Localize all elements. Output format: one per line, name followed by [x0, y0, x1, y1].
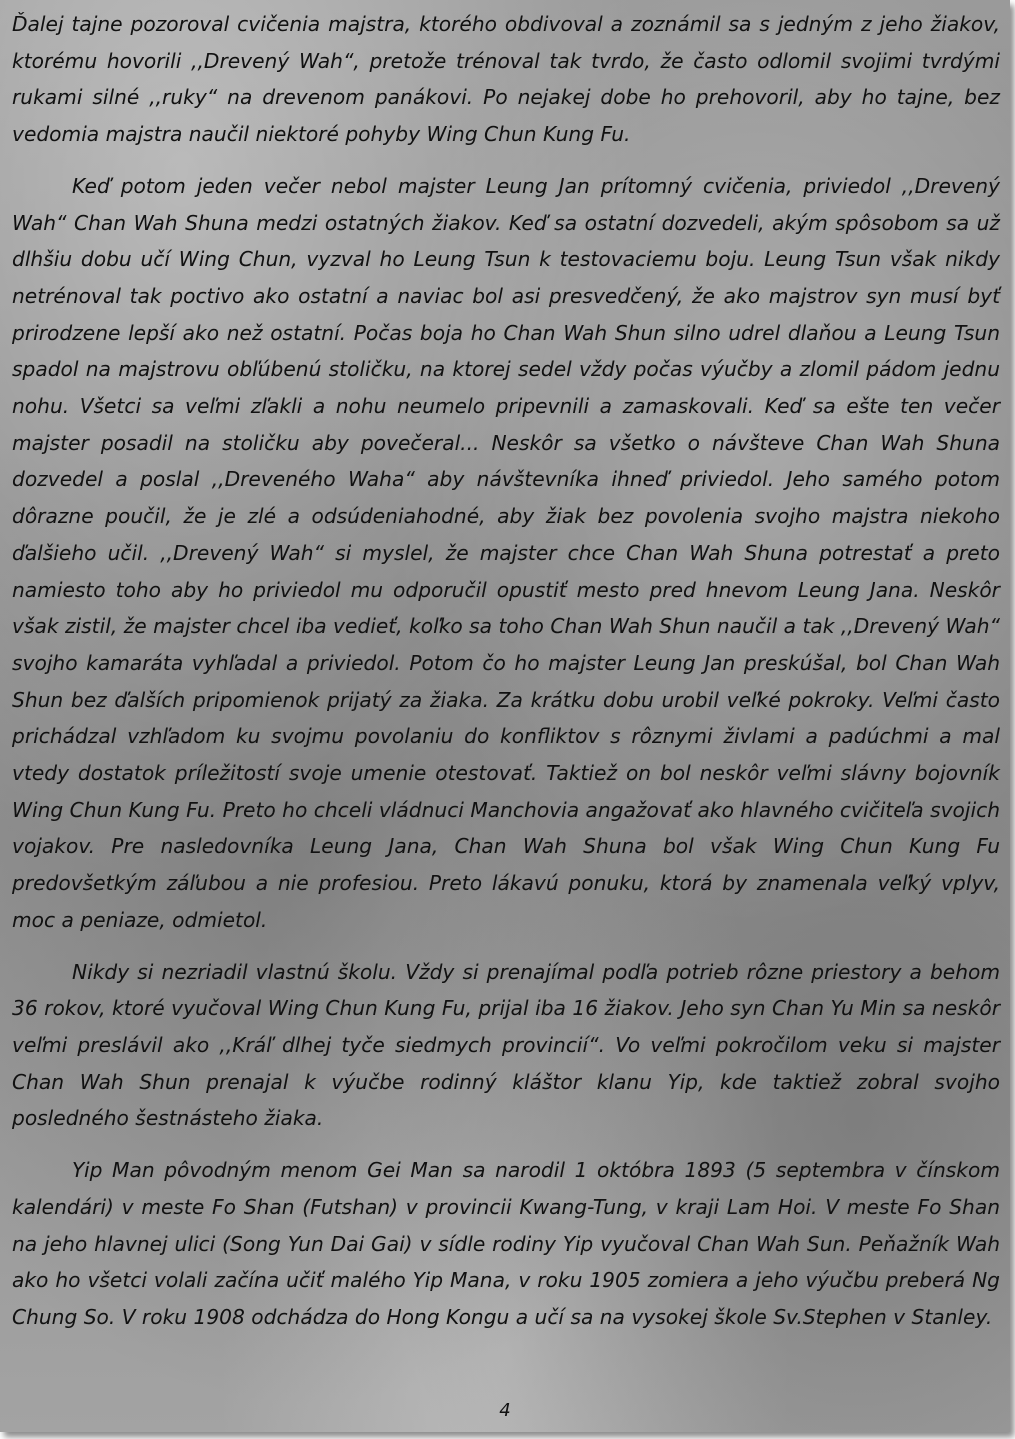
paragraph-1: Ďalej tajne pozoroval cvičenia majstra, ktorého obdivoval a zoznámil sa s jedným z jeho žiakov, ktorému hovorili ,,Drevený Wah“, pretože trénoval tak tvrdo, že často odlomil svojimi tvrdými rukami silné ,,ruky“ na drevenom panákovi. Po nejakej dobe ho prehovoril, aby ho tajne, bez vedomia majstra naučil niektoré pohyby Wing Chun Kung Fu.	[12, 12, 1000, 147]
paragraph-4: Yip Man pôvodným menom Gei Man sa narodil 1 októbra 1893 (5 septembra v čínskom kalendári) v meste Fo Shan (Futshan) v provincii Kwang-Tung, v kraji Lam Hoi. V meste Fo Shan na jeho hlavnej ulici (Song Yun Dai Gai) v sídle rodiny Yip vyučoval Chan Wah Sun. Peňažník Wah ako ho všetci volali začína učiť malého Yip Mana, v roku 1905 zomiera a jeho výučbu preberá Ng Chung So. V roku 1908 odchádza do Hong Kongu a učí sa na vysokej škole Sv.Stephen v Stanley.	[12, 1158, 1000, 1329]
document-body	[12, 6, 1000, 1351]
page-number: 4	[499, 1400, 511, 1421]
paragraph-3: Nikdy si nezriadil vlastnú školu. Vždy si prenajímal podľa potrieb rôzne priestory a behom 36 rokov, ktoré vyučoval Wing Chun Kung Fu, prijal iba 16 žiakov. Jeho syn Chan Yu Min sa neskôr veľmi preslávil ako ,,Kráľ dlhej tyče siedmych provincií“. Vo veľmi pokročilom veku si majster Chan Wah Shun prenajal k výučbe rodinný kláštor klanu Yip, kde taktiež zobral svojho posledného šestnásteho žiaka.	[12, 959, 1000, 1131]
paragraph-2: Keď potom jeden večer nebol majster Leung Jan prítomný cvičenia, priviedol ,,Drevený Wah“ Chan Wah Shuna medzi ostatných žiakov. Keď sa ostatní dozvedeli, akým spôsobom sa už dlhšiu dobu učí Wing Chun, vyzval ho Leung Tsun k testovaciemu boju. Leung Tsun však nikdy netrénoval tak poctivo ako ostatní a naviac bol asi presvedčený, že ako majstrov syn musí byť prirodzene lepší ako než ostatní. Počas boja ho Chan Wah Shun silno udrel dlaňou a Leung Tsun spadol na majstrovu obľúbenú stoličku, na ktorej sedel vždy počas výučby a zlomil pádom jednu nohu. Všetci sa veľmi zľakli a nohu neumelo pripevnili a zamaskovali. Keď sa ešte ten večer majster posadil na stoličku aby povečeral... Neskôr sa všetko o návšteve Chan Wah Shuna dozvedel a poslal ,,Dreveného Waha“ aby návštevníka ihneď priviedol. Jeho samého potom dôrazne poučil, že je zlé a odsúdeniahodné, aby žiak bez povolenia svojho majstra niekoho ďalšieho učil. ,,Drevený Wah“ si myslel, že majster chce Chan Wah Shuna potrestať a preto namiesto toho aby ho priviedol mu odporučil opustiť mesto pred hnevom Leung Jana. Neskôr však zistil, že majster chcel iba vedieť, koľko sa toho Chan Wah Shun naučil a tak ,,Drevený Wah“ svojho kamaráta vyhľadal a priviedol. Potom čo ho majster Leung Jan preskúšal, bol Chan Wah Shun bez ďalších pripomienok prijatý za žiaka. Za krátku dobu urobil veľké pokroky. Veľmi často prichádzal vzhľadom ku svojmu povolaniu do konfliktov s rôznymi živlami a padúchmi a mal vtedy dostatok príležitostí svoje umenie otestovať. Taktiež on bol neskôr veľmi slávny bojovník Wing Chun Kung Fu. Preto ho chceli vládnuci Manchovia angažovať ako hlavného cvičiteľa svojich vojakov. Pre nasledovníka Leung Jana, Chan Wah Shuna bol však Wing Chun Kung Fu predovšetkým záľubou a nie profesiou. Preto lákavú ponuku, ktorá by znamenala veľký vplyv, moc a peniaze, odmietol.	[12, 173, 1000, 932]
